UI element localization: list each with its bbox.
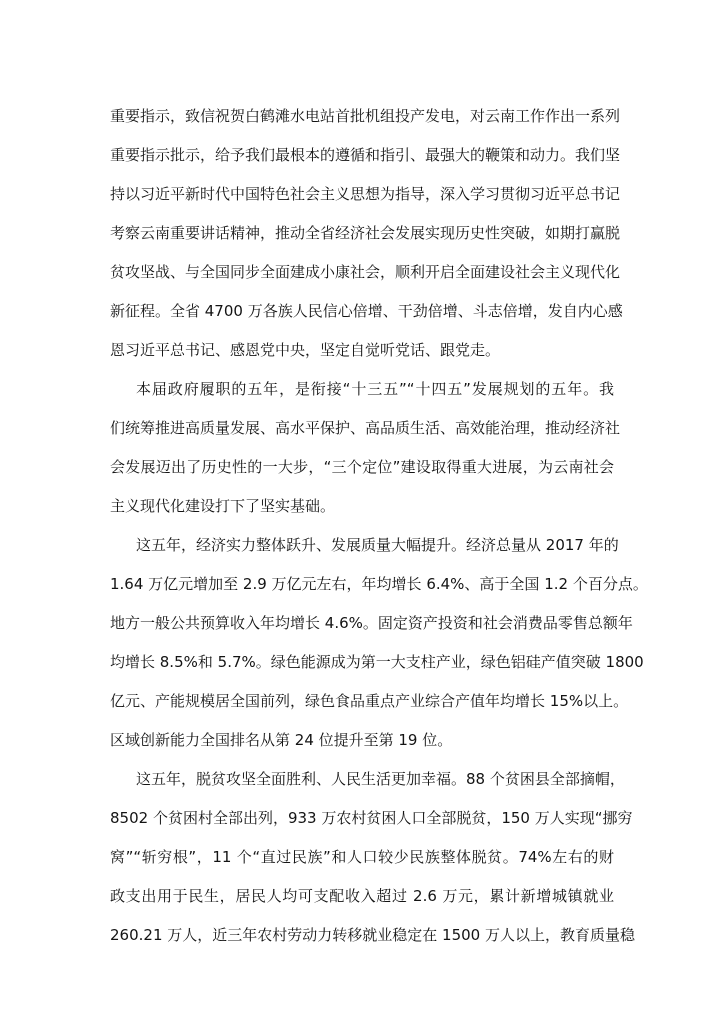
text-line: 这五年，脱贫攻坚全面胜利、人民生活更加幸福。88 个贫困县全部摘帽， (136, 770, 625, 788)
text-line: 新征程。全省 4700 万各族人民信心倍增、干劲倍增、斗志倍增，发自内心感 (110, 302, 623, 320)
text-line: 考察云南重要讲话精神，推动全省经济社会发展实现历史性突破，如期打赢脱 (110, 224, 621, 242)
text-line: 恩习近平总书记、感恩党中央，坚定自觉听党话、跟党走。 (110, 341, 501, 359)
text-line: 重要指示批示，给予我们最根本的遵循和指引、最强大的鞭策和动力。我们坚 (110, 146, 621, 164)
text-line: 8502 个贫困村全部出列，933 万农村贫困人口全部脱贫，150 万人实现“挪穷 (110, 809, 633, 827)
text-line: 260.21 万人，近三年农村劳动力转移就业稳定在 1500 万人以上，教育质量稳 (110, 926, 635, 944)
text-line: 们统筹推进高质量发展、高水平保护、高品质生活、高效能治理，推动经济社 (110, 419, 621, 437)
text-line: 地方一般公共预算收入年均增长 4.6%。固定资产投资和社会消费品零售总额年 (110, 614, 633, 632)
text-line: 这五年，经济实力整体跃升、发展质量大幅提升。经济总量从 2017 年的 (136, 536, 619, 554)
text-line: 窝”“斩穷根”，11 个“直过民族”和人口较少民族整体脱贫。74%左右的财 (110, 848, 614, 866)
text-line: 会发展迈出了历史性的一大步，“三个定位”建设取得重大进展，为云南社会 (110, 458, 614, 476)
text-line: 持以习近平新时代中国特色社会主义思想为指导，深入学习贯彻习近平总书记 (110, 185, 621, 203)
text-line: 贫攻坚战、与全国同步全面建成小康社会，顺利开启全面建设社会主义现代化 (110, 263, 621, 281)
text-line: 本届政府履职的五年，是衔接“十三五”“十四五”发展规划的五年。我 (136, 380, 614, 398)
text-line: 均增长 8.5%和 5.7%。绿色能源成为第一大支柱产业，绿色铝硅产值突破 1800 (110, 653, 644, 671)
text-line: 1.64 万亿元增加至 2.9 万亿元左右，年均增长 6.4%、高于全国 1.2 个百分点。 (110, 575, 648, 593)
text-line: 区域创新能力全国排名从第 24 位提升至第 19 位。 (110, 731, 453, 749)
text-line: 政支出用于民生，居民人均可支配收入超过 2.6 万元，累计新增城镇就业 (110, 887, 614, 905)
text-line: 主义现代化建设打下了坚实基础。 (110, 497, 336, 515)
text-line: 亿元、产能规模居全国前列，绿色食品重点产业综合产值年均增长 15%以上。 (110, 692, 629, 710)
text-line: 重要指示，致信祝贺白鹤滩水电站首批机组投产发电，对云南工作作出一系列 (110, 107, 621, 125)
